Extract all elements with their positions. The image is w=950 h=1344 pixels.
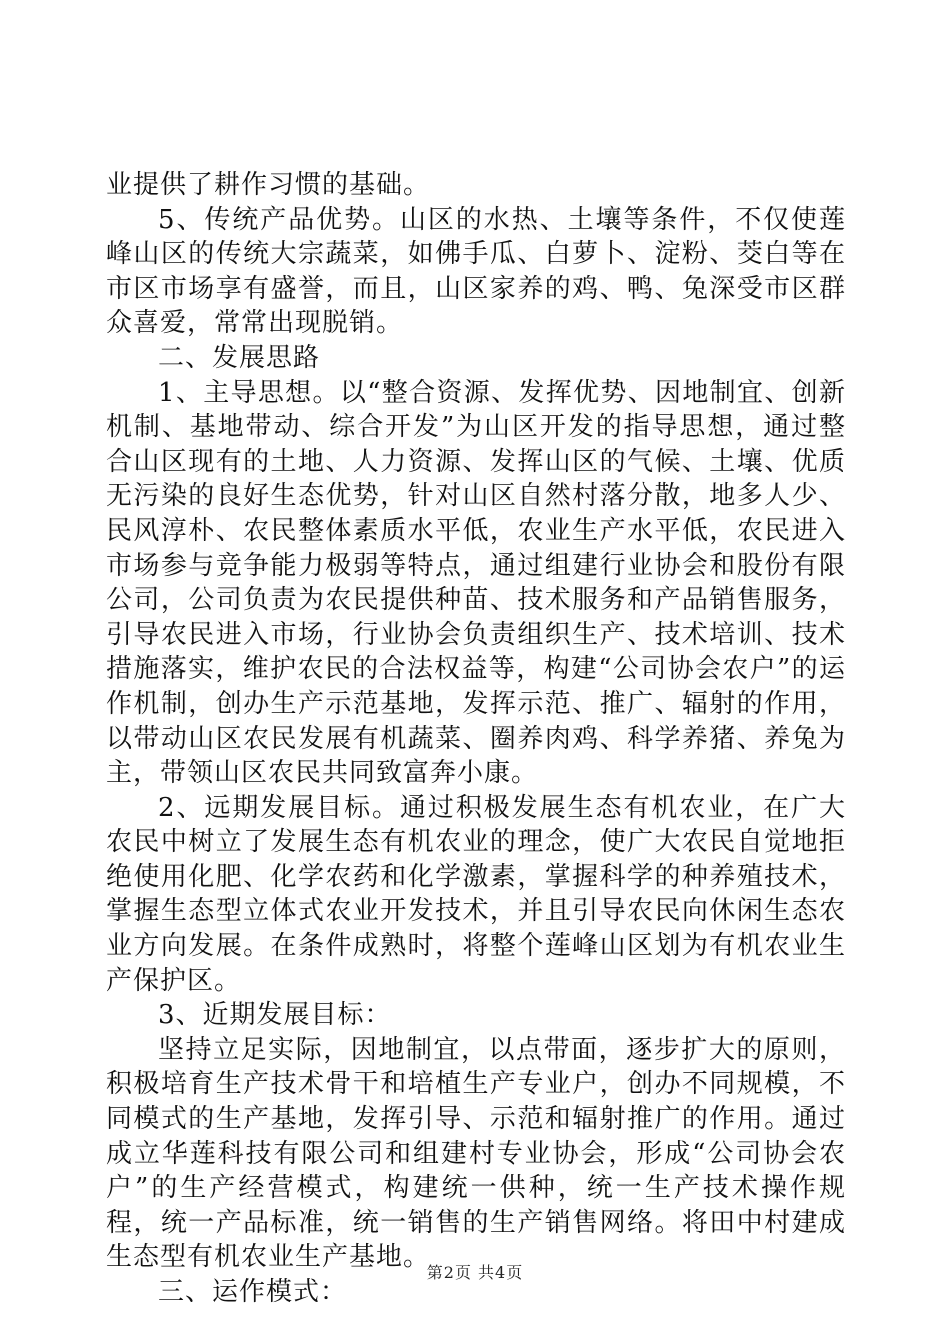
section-heading-development-ideas: 二、发展思路 (158, 342, 321, 373)
paragraph-1: 业提供了耕作习惯的基础。 (106, 170, 431, 200)
paragraph-2: 5、传统产品优势。山区的水热、土壤等条件，不仅使莲峰山区的传统大宗蔬菜，如佛手瓜、白萝卜、淀粉、茭白等在市区市场享有盛誉，而且，山区家养的鸡、鸭、兔深受市区群众喜爱，常常出现脱销。 (106, 204, 846, 339)
subheading-near-term-goal: 3、近期发展目标： (158, 1000, 392, 1031)
page-footer: 第2页 共4页 (426, 1263, 524, 1282)
paragraph-long-term-goal: 2、远期发展目标。通过积极发展生态有机农业，在广大农民中树立了发展生态有机农业的理念，使广大农民自觉地拒绝使用化肥、化学农药和化学激素，掌握科学的种养殖技术，掌握生态型立体式农业开发技术，并且引导农民向休闲生态农业方向发展。在条件成熟时，将整个莲峰山区划为有机农业生产保护区。 (106, 792, 846, 996)
paragraph-near-term-goal: 坚持立足实际，因地制宜，以点带面，逐步扩大的原则，积极培育生产技术骨干和培植生产专业户，创办不同规模，不同模式的生产基地，发挥引导、示范和辐射推广的作用。通过成立华莲科技有限公司和组建村专业协会，形成“公司协会农户”的生产经营模式，构建统一供种，统一生产技术操作规程，统一产品标准，统一销售的生产销售网络。将田中村建成生态型有机农业生产基地。 (106, 1034, 846, 1273)
section-heading-operation-mode: 三、运作模式： (158, 1277, 348, 1307)
paragraph-guiding-thought: 1、主导思想。以“整合资源、发挥优势、因地制宜、创新机制、基地带动、综合开发”为山区开发的指导思想，通过整合山区现有的土地、人力资源、发挥山区的气候、土壤、优质无污染的良好生态优势，针对山区自然村落分散，地多人少、民风淳朴、农民整体素质水平低，农业生产水平低，农民进入市场参与竞争能力极弱等特点，通过组建行业协会和股份有限公司，公司负责为农民提供种苗、技术服务和产品销售服务，引导农民进入市场，行业协会负责组织生产、技术培训、技术措施落实，维护农民的合法权益等，构建“公司协会农户”的运作机制，创办生产示范基地，发挥示范、推广、辐射的作用，以带动山区农民发展有机蔬菜、圈养肉鸡、科学养猪、养兔为主，带领山区农民共同致富奔小康。 (106, 377, 846, 789)
document-body (106, 168, 846, 1310)
